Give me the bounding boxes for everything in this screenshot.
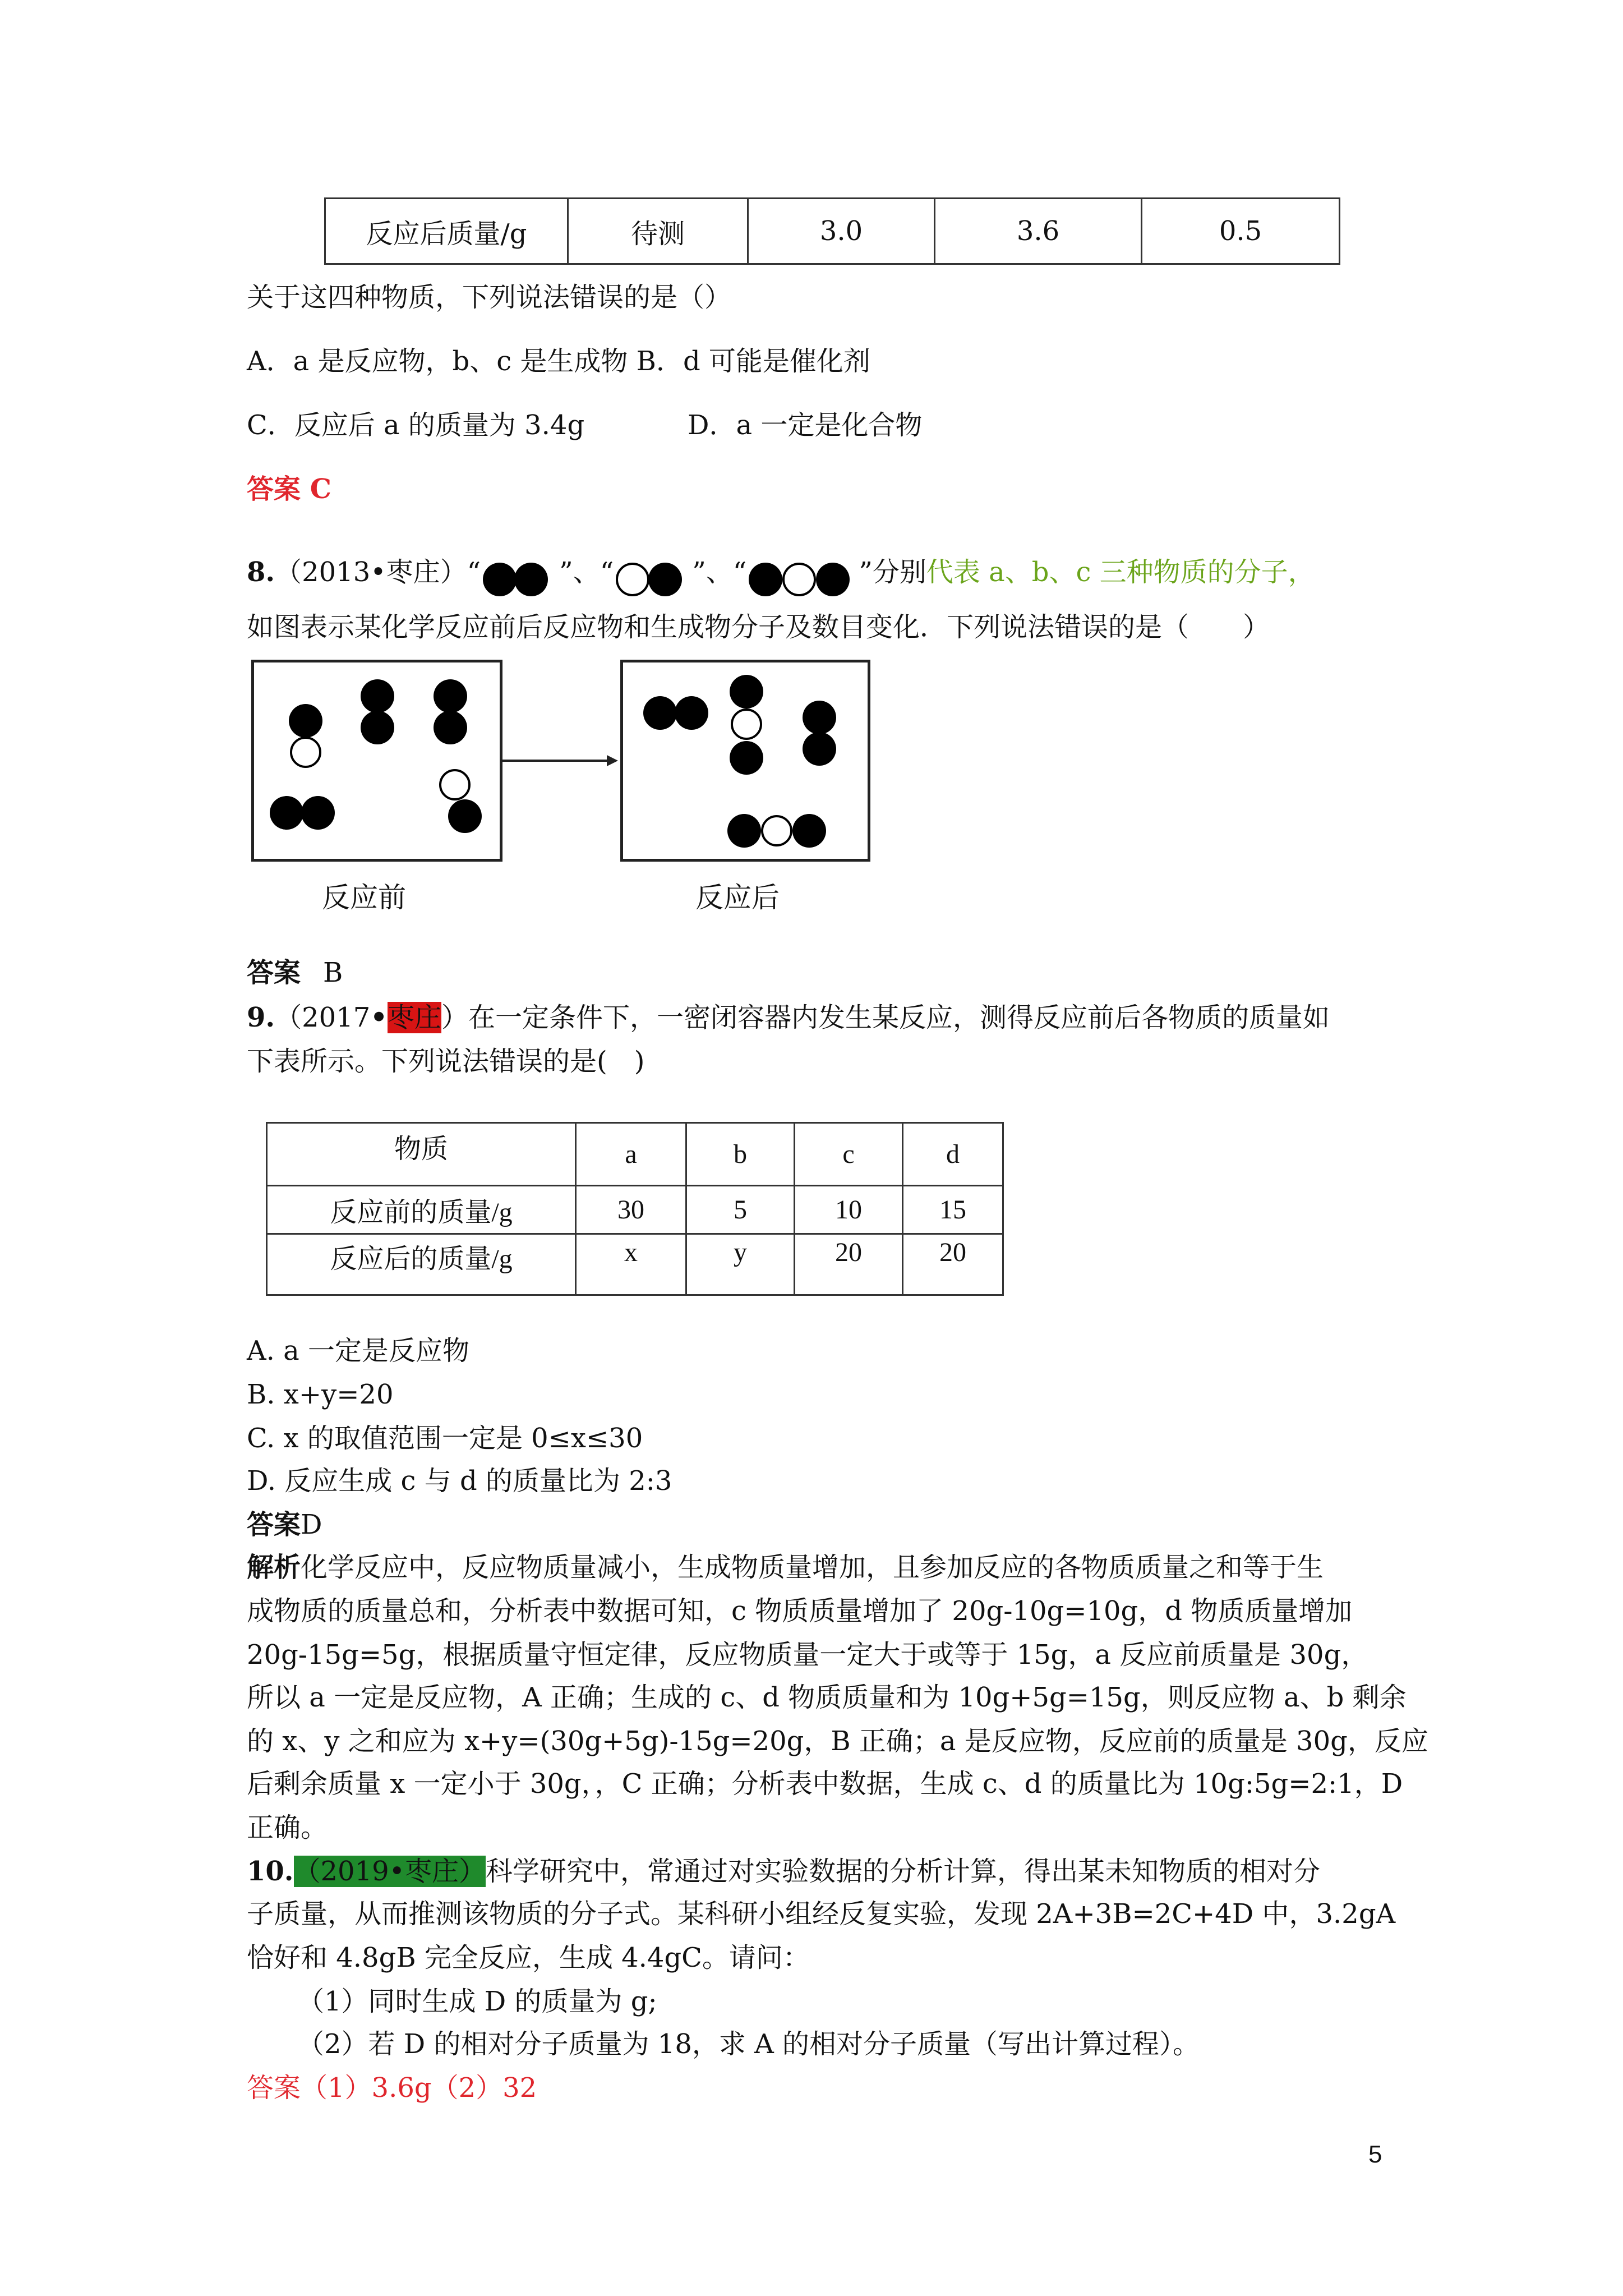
atom-filled	[448, 799, 482, 833]
molecule-b-icon	[614, 560, 692, 588]
atom-filled	[730, 675, 763, 708]
q9-table	[266, 1122, 1004, 1296]
atom-hollow	[761, 815, 792, 846]
top-table	[324, 197, 1340, 265]
q7-stem: 关于这四种物质，下列说法错误的是（）	[247, 282, 732, 313]
q9-analysis-text: 化学反应中，反应物质量减小，生成物质量增加，且参加反应的各物质质量之和等于生	[301, 1552, 1324, 1583]
q9-table-cell: 反应前的质量/g	[267, 1186, 576, 1234]
atom-filled	[361, 679, 394, 713]
before-box	[251, 660, 502, 862]
q9-table-cell: x	[576, 1234, 686, 1295]
q8-source: （2013•枣庄）	[275, 556, 467, 588]
after-label: 反应后	[695, 881, 780, 914]
quote-open: “	[732, 556, 747, 588]
atom-filled	[301, 796, 335, 830]
atom-filled	[289, 704, 322, 738]
atom-filled	[361, 711, 394, 744]
before-label: 反应前	[322, 881, 406, 914]
atom-filled	[270, 796, 303, 830]
q9-table-header: b	[686, 1123, 795, 1186]
q9-option-b: B. x+y=20	[247, 1379, 394, 1410]
q10-line1	[247, 1855, 1320, 1888]
q10-line1-rest: 科学研究中，常通过对实验数据的分析计算，得出某未知物质的相对分	[486, 1856, 1321, 1887]
q9-source-dot: •	[370, 1002, 388, 1033]
q9-option-d: D. 反应生成 c 与 d 的质量比为 2:3	[247, 1465, 672, 1497]
q8-green-text: 代表 a、b、c 三种物质的分子，	[926, 556, 1315, 588]
atom-filled	[675, 696, 708, 730]
q9-analysis-line: 正确。	[247, 1812, 328, 1843]
q9-analysis-line: 20g-15g=5g，根据质量守恒定律，反应物质量一定大于或等于 15g，a 反应前质量是 30g，	[247, 1639, 1368, 1671]
q9-source-close: ）	[441, 1002, 468, 1033]
q9-table-cell: 20	[903, 1234, 1003, 1295]
atom-filled	[730, 741, 763, 775]
q9-table-cell: 20	[795, 1234, 903, 1295]
molecule-a-icon	[481, 560, 559, 588]
q9-table-cell: y	[686, 1234, 795, 1295]
after-box	[620, 660, 870, 862]
q9-analysis-line: 的 x、y 之和应为 x+y=(30g+5g)-15g=20g，B 正确；a 是反应物，反应前的质量是 30g，反应	[247, 1726, 1428, 1757]
q9-table-header: a	[576, 1123, 686, 1186]
atom-filled	[792, 814, 826, 848]
q9-analysis-line: 成物质的质量总和，分析表中数据可知，c 物质质量增加了 20g-10g=10g，d 物质质量增加	[247, 1595, 1353, 1627]
q8-line2: 如图表示某化学反应前后反应物和生成物分子及数目变化．下列说法错误的是（ ）	[247, 611, 1270, 643]
q8-line1	[247, 555, 1315, 589]
q9-source-place: 枣庄	[387, 1002, 441, 1033]
q8-answer-value: B	[323, 957, 343, 988]
q10-sub2: （2）若 D 的相对分子质量为 18，求 A 的相对分子质量（写出计算过程）。	[297, 2028, 1200, 2060]
atom-filled	[434, 679, 467, 713]
q9-table-header: 物质	[267, 1123, 576, 1186]
q7-option-ab: A．a 是反应物，b、c 是生成物 B．d 可能是催化剂	[247, 346, 870, 377]
atom-filled	[803, 701, 836, 734]
q7-option-d: D．a 一定是化合物	[688, 409, 923, 441]
molecule-c-icon	[746, 560, 859, 588]
q9-number: 9.	[247, 1002, 275, 1033]
q7-option-c: C．反应后 a 的质量为 3.4g	[247, 409, 585, 441]
q10-answer: 答案（1）3.6g（2）32	[247, 2072, 537, 2104]
q9-table-cell: 5	[686, 1186, 795, 1234]
atom-filled	[727, 814, 761, 848]
q9-option-c: C. x 的取值范围一定是 0≤x≤30	[247, 1423, 643, 1454]
top-table-cell: 待测	[568, 199, 748, 264]
q9-table-header: c	[795, 1123, 903, 1186]
q9-source-year: （2017	[275, 1002, 371, 1033]
q10-number: 10.	[247, 1856, 294, 1887]
q9-table-cell: 30	[576, 1186, 686, 1234]
top-table-row-label: 反应后质量/g	[325, 199, 568, 264]
quote-open: “	[600, 556, 614, 588]
top-table-cell: 3.0	[748, 199, 935, 264]
atom-filled	[643, 696, 677, 730]
quote-close-tail: ”分别	[859, 556, 926, 588]
atom-hollow	[731, 708, 762, 740]
atom-hollow	[439, 769, 471, 800]
q9-table-cell: 15	[903, 1186, 1003, 1234]
q9-answer	[247, 1508, 322, 1542]
quote-close: ”、	[559, 556, 600, 588]
quote-open: “	[467, 556, 481, 588]
q7-answer: 答案 C	[247, 473, 331, 505]
q9-line2: 下表所示。下列说法错误的是( )	[247, 1046, 645, 1077]
q8-number: 8.	[247, 556, 275, 588]
q9-line1	[247, 1001, 1330, 1034]
q9-analysis-line: 所以 a 一定是反应物，A 正确；生成的 c、d 物质质量和为 10g+5g=15g，则反应物 a、b 剩余	[247, 1682, 1407, 1713]
q9-answer-value: D	[301, 1509, 322, 1540]
q9-line1-rest: 在一定条件下，一密闭容器内发生某反应，测得反应前后各物质的质量如	[468, 1002, 1330, 1033]
q9-table-cell: 10	[795, 1186, 903, 1234]
q9-answer-label: 答案	[247, 1509, 301, 1540]
q10-sub1: （1）同时生成 D 的质量为 g;	[297, 1986, 657, 2017]
q9-analysis-line: 后剩余质量 x 一定小于 30g，，C 正确；分析表中数据，生成 c、d 的质量比为 10g:5g=2:1，D	[247, 1768, 1403, 1800]
q9-analysis-line	[247, 1550, 1324, 1584]
q9-table-cell: 反应后的质量/g	[267, 1234, 576, 1295]
q10-source: （2019•枣庄）	[293, 1856, 486, 1887]
q8-answer	[247, 956, 343, 990]
atom-filled	[434, 711, 467, 744]
q9-option-a: A. a 一定是反应物	[247, 1335, 470, 1366]
top-table-cell: 3.6	[935, 199, 1142, 264]
q10-line3: 恰好和 4.8gB 完全反应，生成 4.4gC。请问：	[247, 1942, 810, 1973]
top-table-cell: 0.5	[1142, 199, 1340, 264]
atom-filled	[803, 732, 836, 766]
quote-close: ”、	[692, 556, 733, 588]
arrow-icon	[502, 749, 620, 772]
atom-hollow	[290, 737, 321, 768]
q9-table-header: d	[903, 1123, 1003, 1186]
q8-answer-label: 答案	[247, 957, 301, 988]
page-number: 5	[1368, 2141, 1382, 2168]
q9-analysis-label: 解析	[247, 1552, 301, 1583]
q10-line2: 子质量，从而推测该物质的分子式。某科研小组经反复实验，发现 2A+3B=2C+4D 中，3.2gA	[247, 1898, 1396, 1930]
